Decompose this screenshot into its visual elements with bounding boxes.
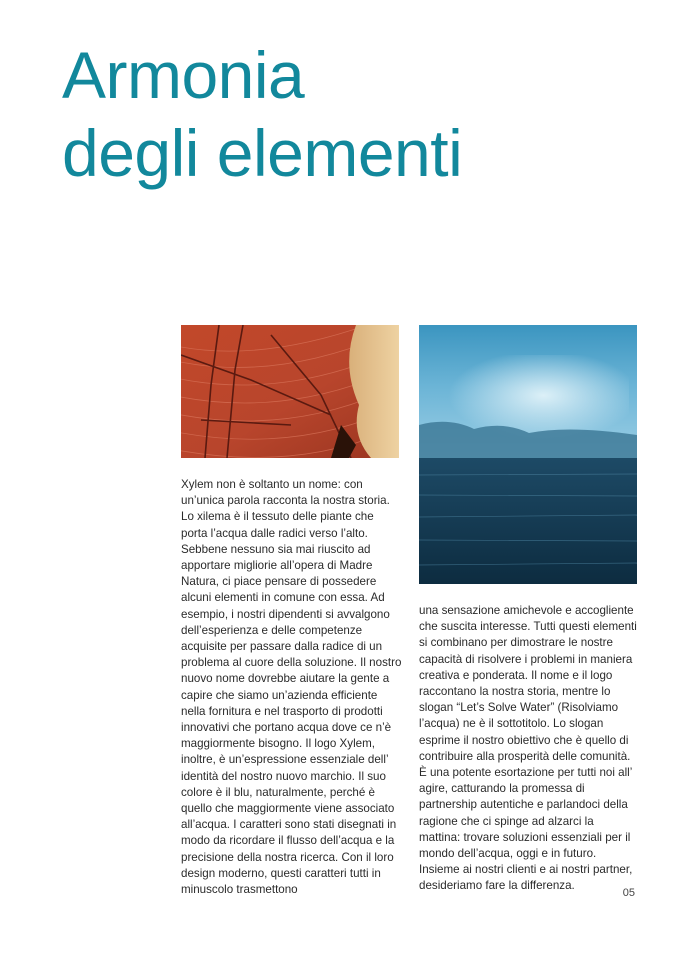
body-text-column-1: Xylem non è soltanto un nome: con un’unica parola racconta la nostra storia. Lo xilema è il tessuto delle piante che porta l’acqua dalle radici verso l’alto. Sebbene nessuno sia mai riuscito ad apportare migliorie all’opera di Madre Natura, ci piace pensare di possedere alcuni elementi in comune con essa. Ad esempio, i nostri dipendenti si avvalgono dell’esperienza e delle competenze acquisite per passare dalla radice di un problema al cuore della soluzione. Il nostro nuovo nome dovrebbe aiutare la gente a capire che siamo un’azienda efficiente nella fornitura e nel trasporto di prodotti innovativi che portano acqua dove ce n’è maggiormente bisogno. Il logo Xylem, inoltre, è un’espressione essenziale dell’ identità del nostro nuovo marchio. Il suo colore è il blu, naturalmente, perché è quello che maggiormente viene associato all’acqua. I caratteri sono stati disegnati in modo da ricordare il flusso dell’acqua e la precisione della nostra ricerca. Con il loro design moderno, questi caratteri tutti in minuscolo trasmettono [181,478,402,897]
body-text-column-2: una sensazione amichevole e accogliente che suscita interesse. Tutti questi elementi si combinano per dimostrare le nostre capacità di risolvere i problemi in maniera creativa e ponderata. Il nome e il logo raccontano la nostra storia, mentre lo slogan “Let’s Solve Water” (Risolviamo l’acqua) ne è il sottotitolo. Lo slogan esprime il nostro obiettivo che è quello di contribuire alla prosperità delle comunità. È una potente esortazione per tutti noi all’ agire, catturando la promessa di partnership autentiche e parlandoci della ragione che ci spinge ad alzarci la mattina: trovare soluzioni essenziali per il mondo dell’acqua, oggi e in futuro. Insieme ai nostri clienti e ai nostri partner, desideriamo fare la differenza. [419,604,637,893]
title-line-2: degli elementi [62,116,463,190]
page-title [62,36,462,192]
page-number: 05 [622,887,635,899]
wood-cross-section-image [181,325,399,458]
sea-horizon-image [419,325,637,584]
title-line-1: Armonia [62,38,305,112]
